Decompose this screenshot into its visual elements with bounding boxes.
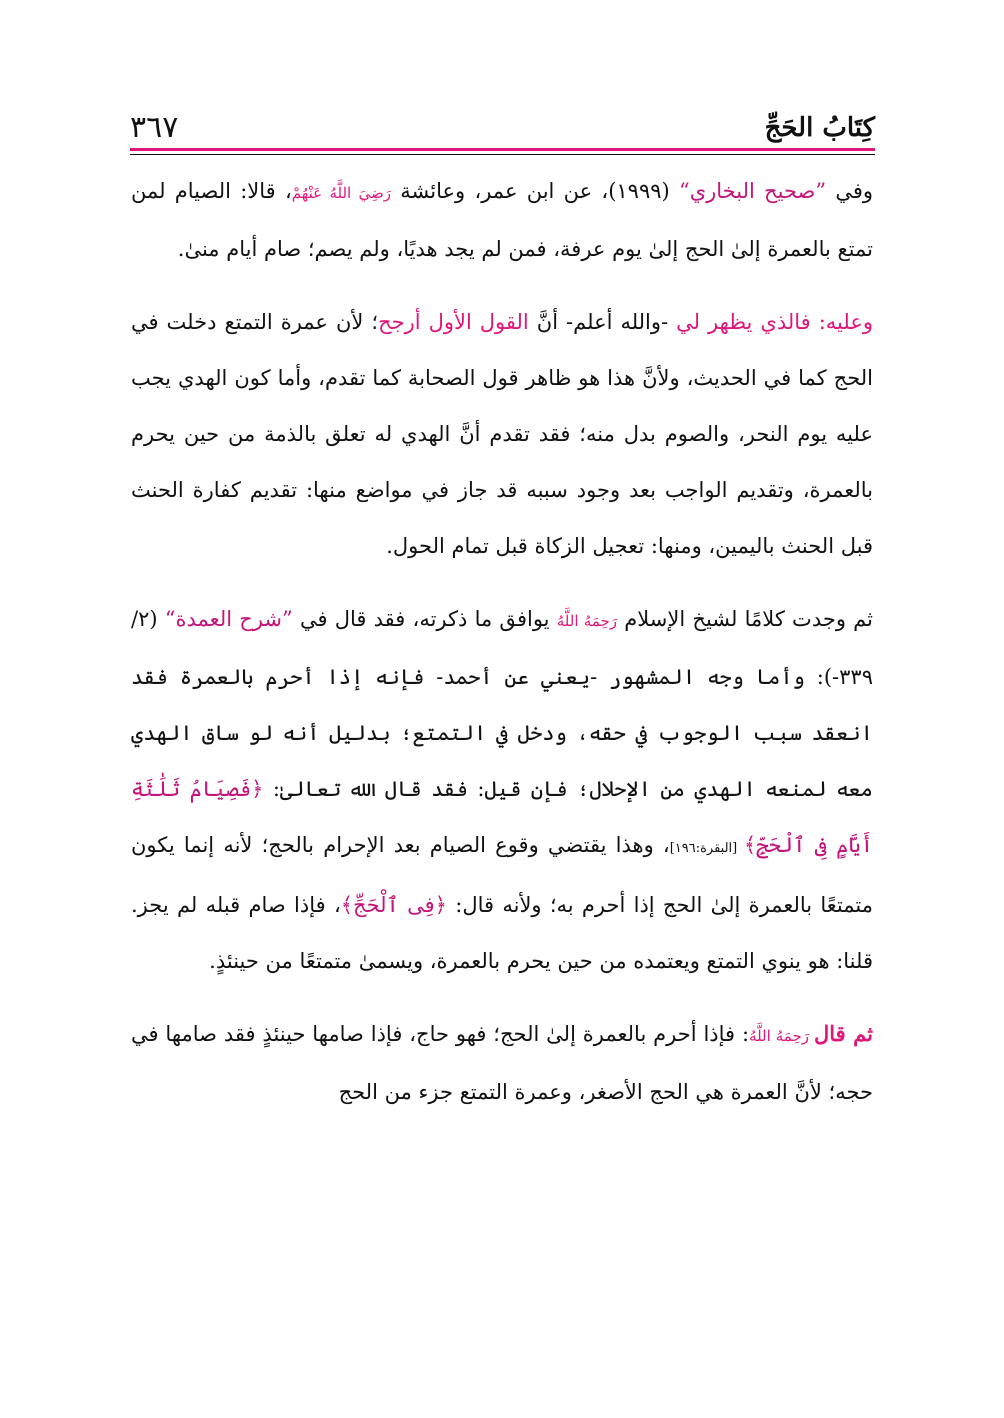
text-segment: ؛ لأن عمرة التمتع دخلت في الحج كما في الحديث، ولأنَّ هذا هو ظاهر قول الصحابة كما تقدم، وأما كون الهدي يجب عليه يوم النحر، والصوم بدل منه؛ فقد تقدم أنَّ الهدي له تعلق بالذمة من حين يحرم بالعمرة، وتقديم الواجب بعد وجود سببه قد جاز في مواضع منها: تقديم كفارة الحنث قبل الحنث باليمين، ومنها: تعجيل الزكاة قبل تمام الحول. xyxy=(131,310,873,558)
text-segment: وفي xyxy=(826,179,874,203)
text-segment: ، قالا: الصيام لمن تمتع بالعمرة إلىٰ الحج إلىٰ يوم عرفة، فمن لم يجد هديًا، ولم يصم؛ صام أيام منىٰ. xyxy=(131,179,873,261)
page-header xyxy=(130,108,875,148)
chapter-title: كِتَابُ الحَجِّ xyxy=(764,113,875,143)
page-body xyxy=(131,163,873,1120)
honorific: رَحِمَهُ اللَّهُ xyxy=(749,1027,814,1045)
text-segment: ثم وجدت كلامًا لشيخ الإسلام xyxy=(617,607,874,631)
source-citation: ”شرح العمدة“ xyxy=(164,607,293,631)
highlight-opinion: القول الأول أرجح xyxy=(378,310,529,334)
page-number: ٣٦٧ xyxy=(130,110,179,145)
paragraph-4 xyxy=(131,1006,873,1120)
highlight-lead: ثم قال xyxy=(813,1021,873,1046)
header-rule-black xyxy=(130,154,875,155)
paragraph-3 xyxy=(131,591,873,989)
text-segment: (١٩٩٩)، عن ابن عمر، وعائشة xyxy=(391,179,679,203)
text-segment: (٢/ ٣٣٩-): وأما وجه المشهور -يعني عن أحمد- فإنه إذا أحرم بالعمرة فقد انعقد سبب الوجوب في حقه، ودخل في التمتع؛ بدليل أنه لو ساق الهدي معه لمنعه الهدي من الإحلال؛ فإن قيل: فقد قال الله تعالىٰ: xyxy=(131,607,873,801)
source-citation: ”صحيح البخاري“ xyxy=(678,179,827,203)
quran-verse: ﴿فِى ٱلْحَجِّ﴾ xyxy=(340,893,447,917)
verse-reference: [البقرة:١٩٦] xyxy=(669,841,744,856)
quran-verse: ﴿فَصِيَامُ ثَلَٰثَةِ أَيَّامٍ فِى ٱلْحَجِّ﴾ xyxy=(131,777,874,857)
honorific: رَحِمَهُ اللَّهُ xyxy=(556,612,618,630)
highlight-lead: وعليه: فالذي يظهر لي xyxy=(676,310,873,334)
text-segment: : فإذا أحرم بالعمرة إلىٰ الحج؛ فهو حاج، فإذا صامها حينئذٍ فقد صامها في حجه؛ لأنَّ العمرة هي الحج الأصغر، وعمرة التمتع جزء من الحج xyxy=(131,1022,873,1104)
text-segment: ، فإذا صام قبله لم يجز. قلنا: هو ينوي التمتع ويعتمده من حين يحرم بالعمرة، ويسمىٰ متمتعًا من حينئذٍ. xyxy=(131,893,873,973)
header-rule-pink xyxy=(130,148,875,151)
paragraph-1 xyxy=(131,163,873,277)
text-segment: -والله أعلم- أنَّ xyxy=(528,310,677,334)
text-segment: ، وهذا يقتضي وقوع الصيام بعد الإحرام بالحج؛ لأنه إنما يكون متمتعًا بالعمرة إلىٰ الحج إذا أحرم به؛ ولأنه قال: xyxy=(131,833,873,917)
paragraph-2 xyxy=(131,294,873,574)
text-segment: يوافق ما ذكرته، فقد قال في xyxy=(292,607,557,631)
honorific: رَضِيَ اللَّهُ عَنْهُمْ xyxy=(291,184,392,202)
